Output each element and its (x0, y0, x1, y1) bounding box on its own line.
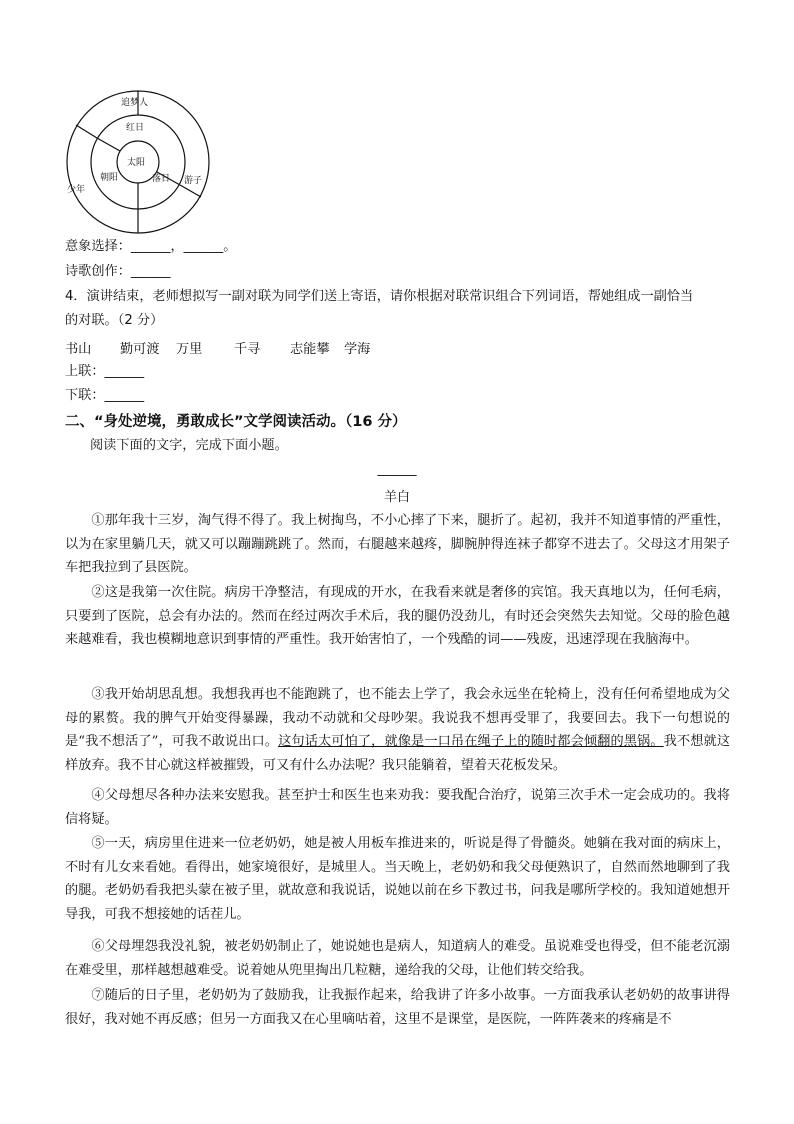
label-middle-right: 落日 (152, 174, 171, 184)
spoke-right-outer (180, 185, 201, 197)
q3-image-selection: 意象选择：______，______。 (65, 239, 237, 254)
paragraph-2: ②这是我第一次住院。病房干净整洁，有现成的开水，在我看来就是奢侈的宾馆。我天真地以为，任何毛病，只要到了医院，总会有办法的。然而在经过两次手术后，我的腿仍没劲儿，有时还会突然失去知觉。父母的脸色越来越难看，我也模糊地意识到事情的严重性。我开始害怕了，一个残酷的词——残废，迅速浮现在我脑海中。 (65, 585, 730, 648)
image-wheel-diagram (64, 88, 212, 236)
paragraph-3-part-b: 我不想就这样放弃。我不甘心就这样被摧毁，可又有什么办法呢？我只能躺着，望着天花板发呆。 (65, 734, 731, 773)
q4-stem-line1: 4．演讲结束，老师想拟写一副对联为同学们送上寄语，请你根据对联常识组合下列词语，帮她组成一副恰当 (65, 289, 694, 304)
section-2-heading: 二、“身处逆境，勇敢成长”文学阅读活动。（16 分） (65, 414, 407, 430)
q4-word-4: 千寻 (234, 342, 261, 357)
q4-lower-couplet: 下联：______ (65, 388, 145, 403)
label-middle-left: 朝阳 (100, 173, 119, 183)
paragraph-5: ⑤一天，病房里住进来一位老奶奶，她是被人用板车推进来的，听说是得了骨髓炎。她躺在我对面的病床上，不时有儿女来看她。看得出，她家境很好，是城里人。当天晚上，老奶奶和我父母便熟识了，自然而然地聊到了我的腿。老奶奶看我把头蒙在被子里，就故意和我说话，说她以前在乡下教过书，问我是哪所学校的。我知道她想开导我，可我不想接她的话茬儿。 (65, 836, 730, 922)
q4-word-3: 万里 (176, 342, 203, 357)
label-outer-left: 少年 (67, 185, 86, 195)
label-center: 太阳 (127, 158, 146, 168)
label-outer-right: 游子 (184, 176, 203, 186)
paragraph-3 (65, 683, 730, 777)
article-title-blank: ______ (377, 462, 417, 477)
q4-word-2: 勤可渡 (120, 342, 160, 357)
q4-word-5: 志能攀 (290, 342, 330, 357)
q4-word-1: 书山 (65, 342, 92, 357)
paragraph-7: ⑦随后的日子里，老奶奶为了鼓励我，让我振作起来，给我讲了许多小故事。一方面我承认老奶奶的故事讲得很好，我对她不再反感；但另一方面我又在心里嘀咕着，这里不是课堂，是医院，一阵阵袭来的疼痛是不 (65, 988, 730, 1027)
paragraph-3-underlined-sentence: 这句话太可怕了，就像是一口吊在绳子上的随时都会倾翻的黑锅。 (278, 734, 664, 750)
paragraph-3-part-a: ③我开始胡思乱想。我想我再也不能跑跳了，也不能去上学了，我会永远坐在轮椅上，没有任何希望地成为父母的累赘。我的脾气开始变得暴躁，我动不动就和父母吵架。我说我不想再受罪了，我要回去。我下一句想说的是“我不想活了”，可我不敢说出口。 (65, 687, 730, 750)
q4-stem-line2: 的对联。（2 分） (65, 313, 164, 328)
paragraph-4: ④父母想尽各种办法来安慰我。甚至护士和医生也来劝我：要我配合治疗，说第三次手术一定会成功的。我将信将疑。 (65, 788, 730, 827)
paragraph-1: ①那年我十三岁，淘气得不得了。我上树掏鸟，不小心摔了下来，腿折了。起初，我并不知道事情的严重性，以为在家里躺几天，就又可以蹦蹦跳跳了。然而，右腿越来越疼，脚腕肿得连袜子都穿不进去了。父母这才用架子车把我拉到了县医院。 (65, 513, 730, 576)
label-outer-top: 追梦人 (121, 98, 149, 108)
spoke-left-inner (97, 138, 120, 151)
spoke-left (76, 125, 97, 138)
q4-upper-couplet: 上联：______ (65, 364, 145, 379)
q4-word-6: 学海 (344, 342, 371, 357)
article-author: 羊白 (383, 490, 410, 505)
paragraph-6: ⑥父母埋怨我没礼貌，被老奶奶制止了，她说她也是病人，知道病人的难受。虽说难受也得受，但不能老沉溺在难受里，那样越想越难受。说着她从兜里掏出几粒糖，递给我的父母，让他们转交给我。 (65, 939, 730, 978)
label-middle-top: 红日 (126, 123, 145, 133)
q3-poem-creation: 诗歌创作：______ (65, 264, 171, 279)
section-2-instruction: 阅读下面的文字，完成下面小题。 (90, 438, 288, 453)
